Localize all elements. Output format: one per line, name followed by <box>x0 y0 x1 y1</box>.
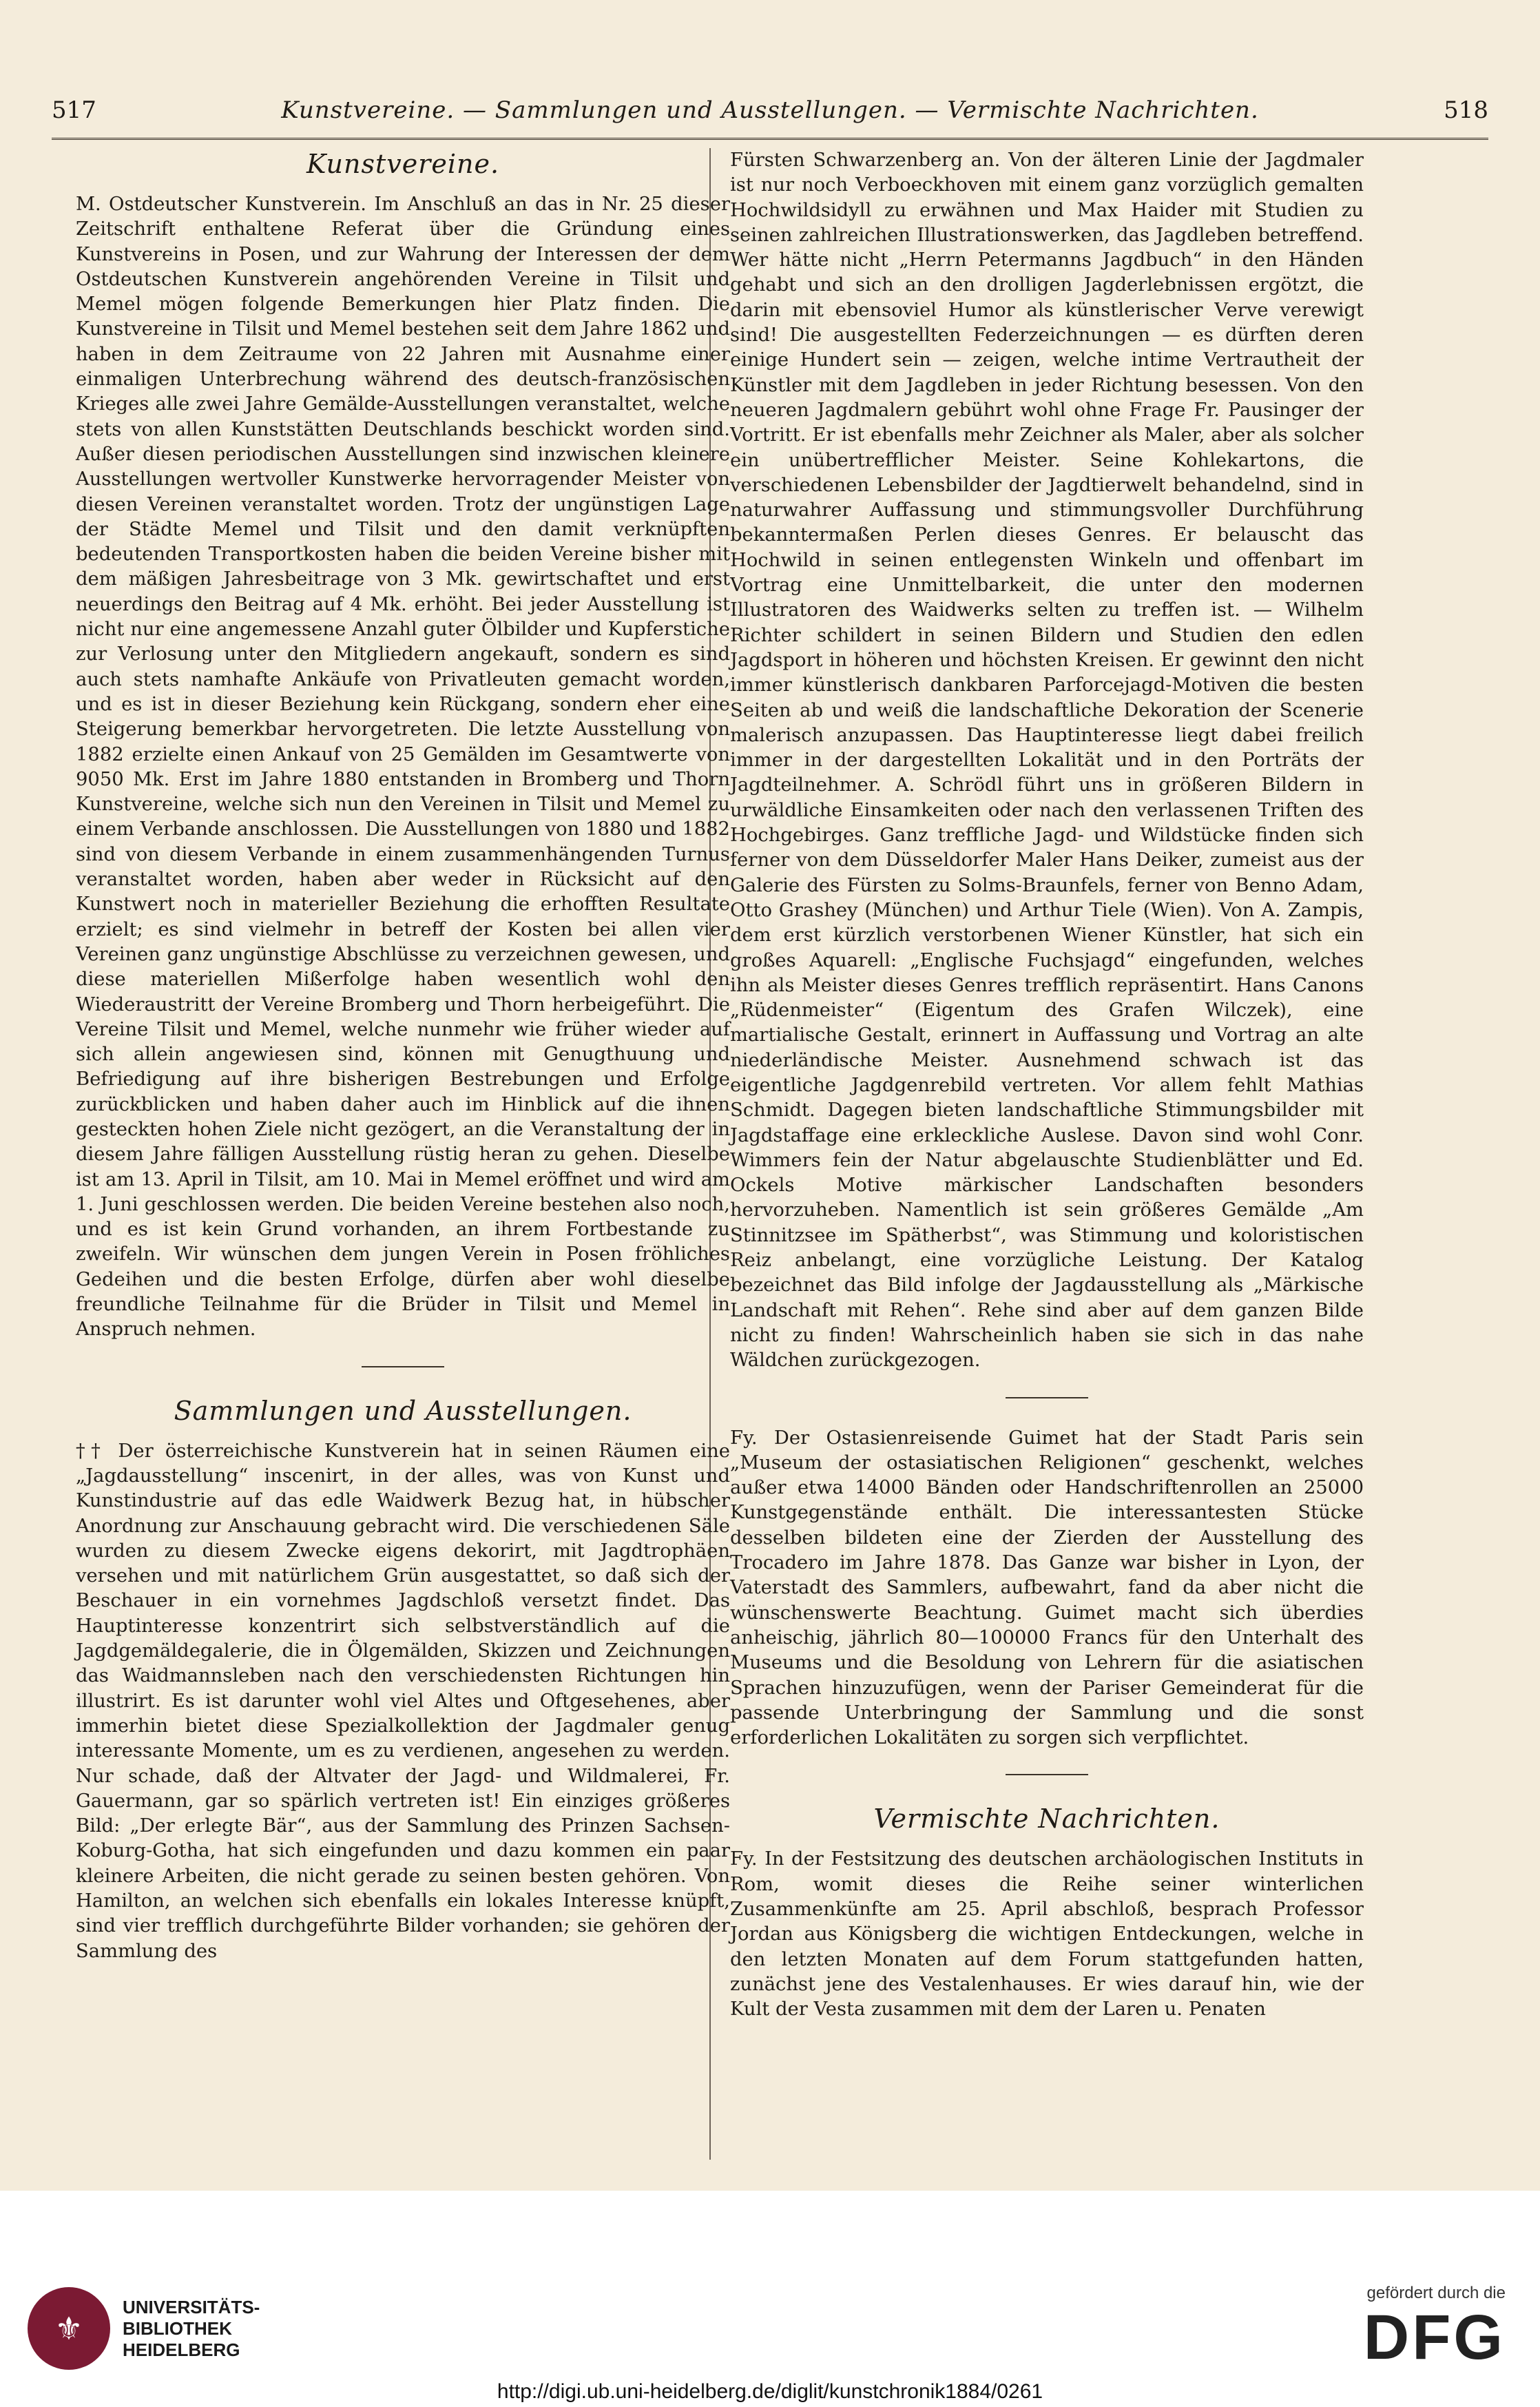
running-title: Kunstvereine. — Sammlungen und Ausstellungen. — Vermischte Nachrichten. <box>281 96 1259 124</box>
article-guimet: Fy. Der Ostasienreisende Guimet hat der Stadt Paris sein „Museum der ostasiatischen Religionen“ geschenkt, welches außer etwa 14000 Bänden oder Handschriftenrollen an 25000 Kunstgegenstände enthält. Die interessantesten Stücke desselben bildeten eine der Zierden der Ausstellung des Trocadero im Jahre 1878. Das Ganze war bisher in Lyon, der Vaterstadt des Sammlers, aufbewahrt, fand da aber nicht die wünschenswerte Beachtung. Guimet macht sich überdies anheischig, jährlich 80—100000 Francs für den Unterhalt des Museums und die Besoldung von Lehrern für die asiatischen Sprachen hinzuzufügen, wenn der Pariser Gemeinderat für die passende Unterbringung der Sammlung und die sonst erforderlichen Lokalitäten zu sorgen sich verpflichtet. <box>730 1427 1364 1749</box>
funding-note: gefördert durch die <box>1366 2284 1506 2302</box>
university-seal-icon: ⚜ <box>28 2287 110 2370</box>
article-ostdeutscher-kunstverein: M. Ostdeutscher Kunstverein. Im Anschluß an das in Nr. 25 dieser Zeitschrift enthaltene Referat über die Gründung eines Kunstvereins in Posen, und zur Wahrung der Interessen der dem Ostdeutschen Kunstverein angehörenden Vereine in Tilsit und Memel mögen folgende Bemerkungen hier Platz finden. Die Kunstvereine in Tilsit und Memel bestehen seit dem Jahre 1862 und haben in dem Zeitraume von 22 Jahren mit Ausnahme einer einmaligen Unterbrechung während des deutsch-französischen Krieges alle zwei Jahre Gemälde-Ausstellungen veranstaltet, welche stets von allen Kunststätten Deutschlands beschickt worden sind. Außer diesen periodischen Ausstellungen sind inzwischen kleinere Ausstellungen wertvoller Kunstwerke hervorragender Meister von diesen Vereinen veranstaltet worden. Trotz der ungünstigen Lage der Städte Memel und Tilsit und den damit verknüpften bedeutenden Transportkosten haben die beiden Vereine bisher mit dem mäßigen Jahresbeitrage von 3 Mk. gewirtschaftet und erst neuerdings den Beitrag auf 4 Mk. erhöht. Bei jeder Ausstellung ist nicht nur eine angemessene Anzahl guter Ölbilder und Kupferstiche zur Verlosung unter den Mitgliedern angekauft, sondern es sind auch stets namhafte Ankäufe von Privatleuten gemacht worden, und es ist in dieser Beziehung kein Rückgang, sondern eher eine Steigerung bemerkbar hervorgetreten. Die letzte Ausstellung von 1882 erzielte einen Ankauf von 25 Gemälden im Gesamtwerte von 9050 Mk. Erst im Jahre 1880 entstanden in Bromberg und Thorn Kunstvereine, welche sich nun den Vereinen in Tilsit und Memel zu einem Verbande anschlossen. Die Ausstellungen von 1880 und 1882 sind von diesem Verbande in einem zusammenhängenden Turnus veranstaltet worden, haben aber weder in Rücksicht auf den Kunstwert noch in materieller Beziehung die erhofften Resultate erzielt; es sind vielmehr in betreff der Kosten bei allen vier Vereinen ganz ungünstige Abschlüsse zu verzeichnen gewesen, und diese materiellen Mißerfolge haben wesentlich wohl den Wiederaustritt der Vereine Bromberg und Thorn herbeigeführt. Die Vereine Tilsit und Memel, welche nunmehr wie früher wieder auf sich allein angewiesen sind, können mit Genugthuung und Befriedigung auf ihre bisherigen Bestrebungen und Erfolge zurückblicken und haben daher auch im Hinblick auf die ihnen gesteckten hohen Ziele nicht gezögert, an die Veranstaltung der in diesem Jahre fälligen Ausstellung rüstig heran zu gehen. Dieselbe ist am 13. April in Tilsit, am 10. Mai in Memel eröffnet und wird am 1. Juni geschlossen werden. Die beiden Vereine bestehen also noch, und es ist kein Grund vorhanden, an ihrem Fortbestande zu zweifeln. Wir wünschen dem jungen Verein in Posen fröhliches Gedeihen und die besten Erfolge, dürfen aber wohl dieselbe freundliche Teilnahme für die Brüder in Tilsit und Memel in Anspruch nehmen. <box>76 194 730 1341</box>
section-heading-vermischte: Vermischte Nachrichten. <box>873 1804 1220 1835</box>
university-name: UNIVERSITÄTS- BIBLIOTHEK HEIDELBERG <box>123 2296 260 2360</box>
article-rule <box>1006 1397 1088 1398</box>
section-heading-sammlungen: Sammlungen und Ausstellungen. <box>174 1395 632 1426</box>
university-logo[interactable] <box>28 2287 260 2370</box>
running-header <box>52 83 1488 140</box>
source-url-link[interactable]: http://digi.ub.uni-heidelberg.de/diglit/kunstchronik1884/0261 <box>497 2380 1043 2403</box>
section-heading-kunstvereine: Kunstvereine. <box>306 149 500 179</box>
article-archaeologisches-institut: Fy. In der Festsitzung des deutschen archäologischen Instituts in Rom, womit dieses die Reihe seiner winterlichen Zusammenkünfte am 25. April abschloß, besprach Professor Jordan aus Königsberg die wichtigen Entdeckungen, welche in den letzten Monaten auf dem Forum stattgefunden hatten, zunächst jene des Vestalenhauses. Er wies darauf hin, wie der Kult der Vesta zusammen mit dem der Laren u. Penaten <box>730 1848 1364 2021</box>
section-rule <box>1006 1774 1088 1775</box>
left-column <box>76 148 730 1964</box>
article-jagdausstellung-continued: Fürsten Schwarzenberg an. Von der älteren Linie der Jagdmaler ist nur noch Verboeckhoven mit einem ganz vorzüglich gemalten Hochwildsidyll zu erwähnen und Max Haider mit Studien zu seinen zahlreichen Illustrationswerken, das Jagdleben betreffend. Wer hätte nicht „Herrn Petermanns Jagdbuch“ in den Händen gehabt und sich an den drolligen Jagderlebnissen ergötzt, die darin mit ebensoviel Humor als künstlerischer Verve verewigt sind! Die ausgestellten Federzeichnungen — es dürften deren einige Hundert sein — zeigen, welche intime Vertrautheit der Künstler mit dem Jagdleben in jeder Richtung besessen. Von den neueren Jagdmalern gebührt wohl ohne Frage Fr. Pausinger der Vortritt. Er ist ebenfalls mehr Zeichner als Maler, aber als solcher ein unübertrefflicher Meister. Seine Kohlekartons, die verschiedenen Lebensbilder der Jagdtierwelt behandelnd, sind in naturwahrer Auffassung und stimmungsvoller Durchführung bekanntermaßen Perlen dieses Genres. Er belauscht das Hochwild in seinen entlegensten Winkeln und offenbart im Vortrag eine Unmittelbarkeit, die unter den modernen Illustratoren des Waidwerks selten zu treffen ist. — Wilhelm Richter schildert in seinen Bildern und Studien den edlen Jagdsport in höheren und höchsten Kreisen. Er gewinnt den nicht immer künstlerisch dankbaren Parforcejagd-Motiven die besten Seiten ab und weiß die landschaftliche Dekoration der Scenerie malerisch anzupassen. Das Hauptinteresse liegt dabei freilich immer in der dargestellten Lokalität und in den Porträts der Jagdteilnehmer. A. Schrödl führt uns in größeren Bildern in urwäldliche Einsamkeiten oder nach den verlassenen Triften des Hochgebirges. Ganz treffliche Jagd- und Wildstücke finden sich ferner von dem Düsseldorfer Maler Hans Deiker, zumeist aus der Galerie des Fürsten zu Solms-Braunfels, ferner von Benno Adam, Otto Grashey (München) und Arthur Tiele (Wien). Von A. Zampis, dem erst kürzlich verstorbenen Wiener Künstler, hat sich ein großes Aquarell: „Englische Fuchsjagd“ eingefunden, welches ihn als Meister dieses Genres trefflich repräsentirt. Hans Canons „Rüdenmeister“ (Eigentum des Grafen Wilczek), eine martialische Gestalt, erinnert in Auffassung und Vortrag an alte niederländische Meister. Ausnehmend schwach ist das eigentliche Jagdgenrebild vertreten. Vor allem fehlt Mathias Schmidt. Dagegen bieten landschaftliche Stimmungsbilder mit Jagdstaffage eine erkleckliche Auslese. Davon sind wohl Conr. Wimmers fein der Natur abgelauschte Studienblätter und Ed. Ockels Motive märkischer Landschaften besonders hervorzuheben. Namentlich ist sein größeres Gemälde „Am Stinnitzsee im Spätherbst“, was Stimmung und koloristischen Reiz anbelangt, eine vorzügliche Leistung. Der Katalog bezeichnet das Bild infolge der Jagdausstellung als „Märkische Landschaft mit Rehen“. Rehe sind aber auf dem ganzen Bilde nicht zu finden! Wahrscheinlich haben sie sich in das nahe Wäldchen zurückgezogen. <box>730 149 1364 1372</box>
section-rule <box>362 1366 444 1367</box>
page-number-left: 517 <box>52 96 96 124</box>
article-jagdausstellung: †† Der österreichische Kunstverein hat in seinen Räumen eine „Jagdausstellung“ inscenirt, in der alles, was von Kunst und Kunstindustrie auf das edle Waidwerk Bezug hat, in hübscher Anordnung zur Anschauung gebracht wird. Die verschiedenen Säle wurden zu diesem Zwecke eigens dekorirt, mit Jagdtrophäen versehen und mit natürlichem Grün ausgestattet, so daß sich der Beschauer in ein vornehmes Jagdschloß versetzt findet. Das Hauptinteresse konzentrirt sich selbstverständlich auf die Jagdgemäldegalerie, die in Ölgemälden, Skizzen und Zeichnungen das Waidmannsleben nach den verschiedensten Richtungen hin illustrirt. Es ist darunter wohl viel Altes und Oftgesehenes, aber immerhin bietet diese Spezialkollektion der Jagdmaler genug interessante Momente, um es zu verdienen, angesehen zu werden. Nur schade, daß der Altvater der Jagd- und Wildmalerei, Fr. Gauermann, gar so spärlich vertreten ist! Ein einziges größeres Bild: „Der erlegte Bär“, aus der Sammlung des Prinzen Sachsen-Koburg-Gotha, hat sich eingefunden und dazu kommen ein paar kleinere Arbeiten, die nicht gerade zu seinen besten gehören. Von Hamilton, an welchen sich ebenfalls ein lokales Interesse knüpft, sind vier trefflich durchgeführte Bilder vorhanden; sie gehören der Sammlung des <box>76 1440 730 1962</box>
page-number-right: 518 <box>1444 96 1488 124</box>
dfg-wordmark: DFG <box>1363 2302 1506 2373</box>
dfg-logo[interactable] <box>1364 2284 1506 2372</box>
right-column <box>730 148 1364 2022</box>
